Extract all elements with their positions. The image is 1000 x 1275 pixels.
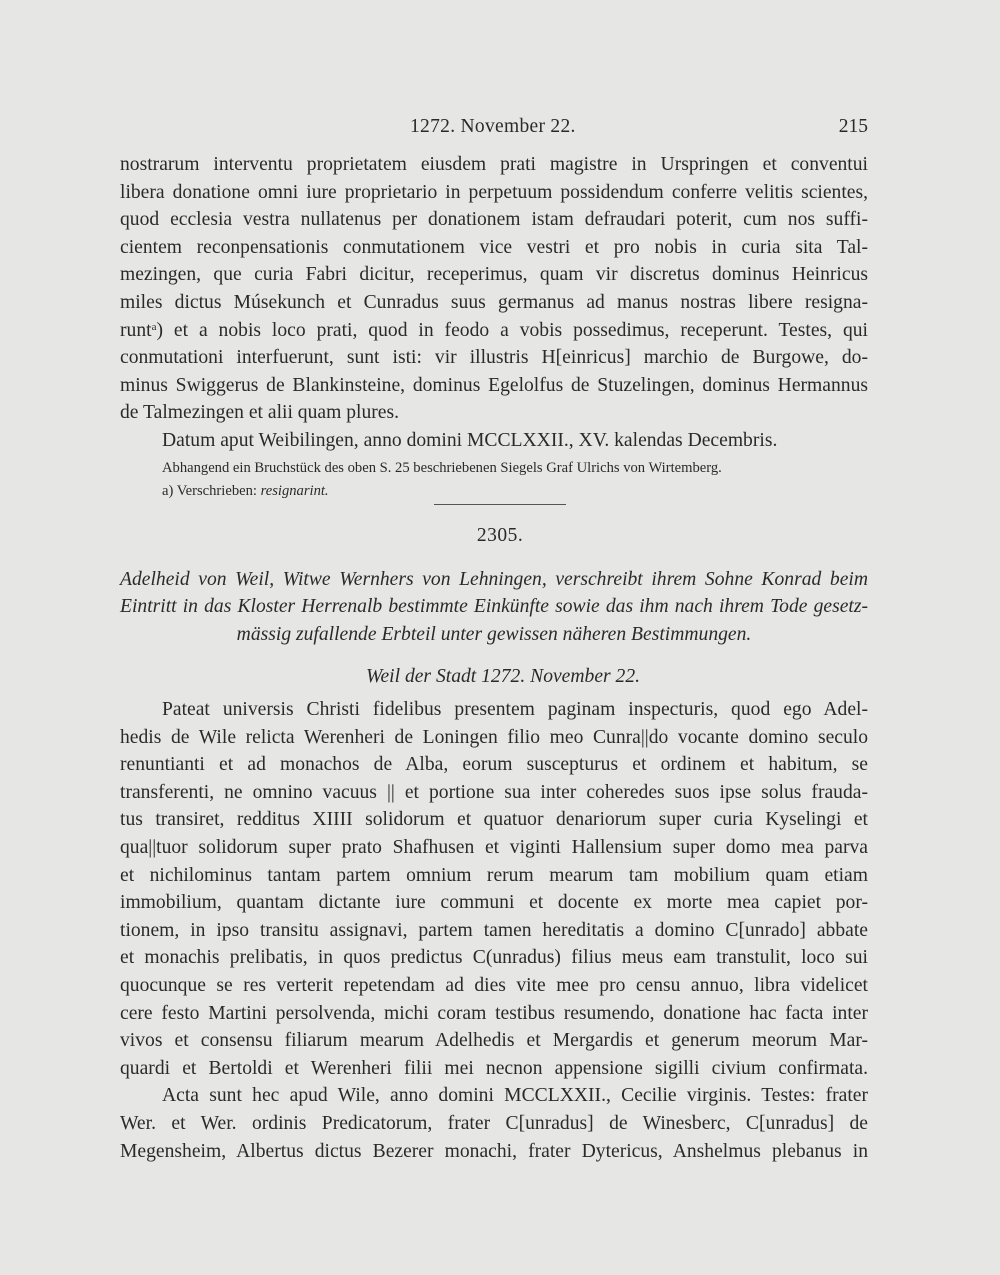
text-line: quocunque se res verterit repetendam ad dies vite mee pro censu annuo, libra videlicet	[120, 974, 868, 996]
text-line-with-footnote: runt$^a$) et a nobis loco prati, quod in feodo a vobis possedimus, receperunt. Testes, qui	[120, 319, 868, 341]
text-line: quardi et Bertoldi et Werenheri filii mei necnon appensione sigilli civium confirmata.	[120, 1057, 868, 1079]
text-line: Pateat universis Christi fidelibus presentem paginam inspecturis, quod ego Adel-	[162, 699, 868, 720]
text-line: cientem reconpensationis conmutationem vice vestri et pro nobis in curia sita Tal-	[120, 236, 868, 258]
separator-rule	[434, 504, 566, 505]
text-line: nostrarum interventu proprietatem eiusdem prati magistre in Urspringen et conventui	[120, 154, 868, 175]
running-head	[0, 114, 1000, 144]
page-number: 215	[838, 116, 868, 137]
text-line: et nichilominus tantam partem omnium rerum mearum tam mobilium quam etiam	[120, 864, 868, 886]
text-line: renuntianti et ad monachos de Alba, eorum suscepturus et ordinem et habitum, se	[120, 754, 868, 776]
text-line: miles dictus Músekunch et Cunradus suus germanus ad manus nostras libere resigna-	[120, 291, 868, 313]
letter-paragraph	[120, 151, 868, 427]
footnote-mark: a	[151, 320, 157, 333]
document-number: 2305.	[476, 525, 524, 546]
letter-text-continued	[120, 151, 868, 455]
place-date: Weil der Stadt 1272. November 22.	[365, 666, 641, 687]
running-head-date: 1272. November 22.	[410, 116, 576, 137]
text-line: transferenti, ne omnino vacuus || et portione sua inter coheredes suos ipse solus frauda-	[120, 781, 868, 803]
text-line: cere festo Martini persolvenda, michi coram testibus resumendo, donatione hac facta inter	[120, 1002, 868, 1024]
regest-line: Adelheid von Weil, Witwe Wernhers von Lehningen, verschreibt ihrem Sohne Konrad beim	[120, 569, 868, 590]
regest-line: mässig zufallende Erbteil unter gewissen näheren Bestimmungen.	[236, 623, 752, 645]
text-line: quod ecclesia vestra nullatenus per donationem istam defraudari poterit, cum nos suffi-	[120, 209, 868, 231]
datum-line: Datum aput Weibilingen, anno domini MCCLXXII., XV. kalendas Decembris.	[162, 429, 778, 451]
text-line: tionem, in ipso transitu assignavi, partem tamen hereditatis a domino C[unrado] abbate	[120, 919, 868, 941]
text-line: minus Swiggerus de Blankinsteine, dominus Egelolfus de Stuzelingen, dominus Hermannus	[120, 374, 868, 396]
seal-note: Abhangend ein Bruchstück des oben S. 25 beschriebenen Siegels Graf Ulrichs von Wirtemberg.	[162, 460, 722, 476]
acta-paragraph	[120, 1082, 868, 1165]
regest-summary	[120, 566, 868, 648]
text-line: mezingen, que curia Fabri dicitur, receperimus, quam vir discretus dominus Heinricus	[120, 264, 868, 286]
text-line: immobilium, quantam dictante iure communi et docente ex morte mea capiet por-	[120, 892, 868, 914]
regest-line: Eintritt in das Kloster Herrenalb bestimmte Einkünfte sowie das ihm nach ihrem Tode gesetz-	[120, 596, 868, 618]
text-line: Acta sunt hec apud Wile, anno domini MCCLXXII., Cecilie virginis. Testes: frater	[162, 1085, 868, 1107]
footnote: a) Verschrieben: resignarint.	[162, 483, 329, 499]
text-line: et monachis prelibatis, in quos predictus C(unradus) filius meus eam transtulit, loco sui	[120, 947, 868, 969]
text-line: libera donatione omni iure proprietario in perpetuum possidendum conferre velitis scientes,	[120, 181, 868, 203]
text-line: de Talmezingen et alii quam plures.	[120, 402, 400, 424]
text-line: vivos et consensu filiarum mearum Adelhedis et Mergardis et generum meorum Mar-	[120, 1030, 868, 1052]
text-line: Megensheim, Albertus dictus Bezerer monachi, frater Dytericus, Anshelmus plebanus in	[120, 1140, 868, 1162]
text-line: hedis de Wile relicta Werenheri de Loningen filio meo Cunra||do vocante domino seculo	[120, 726, 868, 748]
charter-text	[120, 696, 868, 1165]
text-line: conmutationi interfuerunt, sunt isti: vir illustris H[einricus] marchio de Burgowe, do-	[120, 347, 868, 369]
text-line: qua||tuor solidorum super prato Shafhusen et viginti Hallensium super domo mea parva	[120, 836, 868, 858]
text-line: tus transiret, redditus XIIII solidorum et quatuor denariorum super curia Kyselingi et	[120, 809, 868, 831]
footnote-word: resignarint.	[260, 483, 329, 499]
charter-paragraph	[120, 696, 868, 1082]
text-line: Wer. et Wer. ordinis Predicatorum, frater C[unradus] de Winesberc, C[unradus] de	[120, 1112, 868, 1134]
